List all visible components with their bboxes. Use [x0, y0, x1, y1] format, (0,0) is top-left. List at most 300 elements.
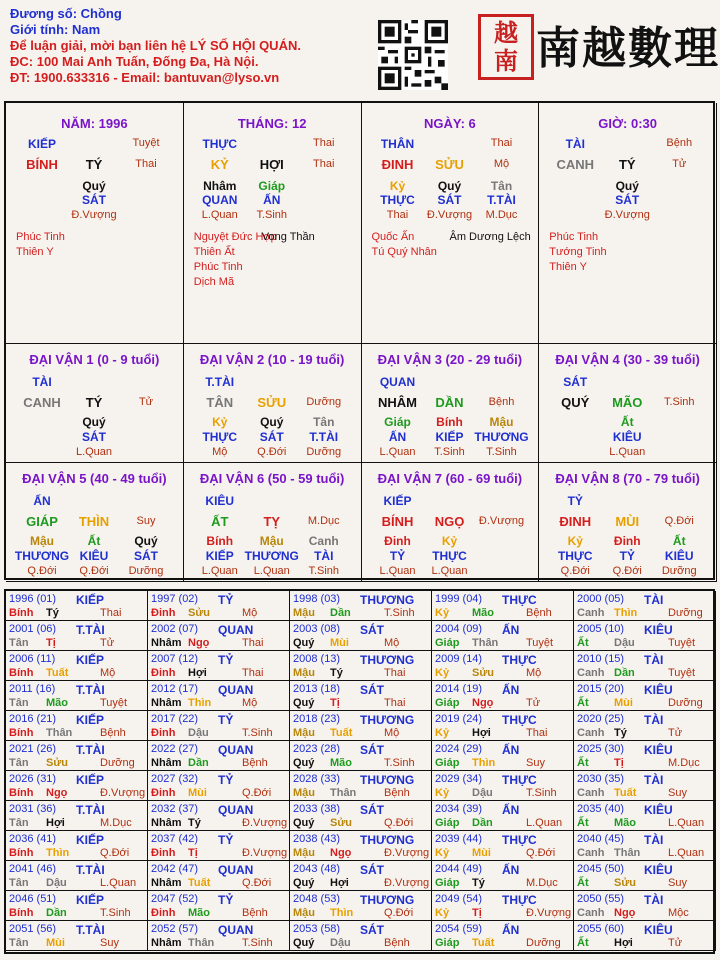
year-stem: Quý	[293, 937, 315, 949]
year-ten-god: KIẾP	[76, 713, 105, 727]
year-cell	[6, 831, 148, 861]
dai-van-hidden-stem: Bính	[436, 415, 463, 429]
year-cell	[6, 621, 148, 651]
dai-van-hidden-ten-god: TỶ	[389, 549, 406, 563]
year-stem: Giáp	[435, 697, 460, 709]
year-stem: Canh	[577, 727, 605, 739]
year-cell	[290, 621, 432, 651]
stage-label: Thai	[490, 137, 513, 149]
year-cell	[148, 921, 290, 951]
year-stage: T.Sinh	[384, 607, 415, 619]
year-stem: Tân	[9, 697, 29, 709]
year-cell	[6, 891, 148, 921]
year-stage: Thai	[242, 637, 264, 649]
year-cell	[574, 831, 716, 861]
earthly-branch: TÝ	[85, 157, 103, 172]
year-branch: Tuất	[188, 877, 211, 889]
year-ten-god: THỰC	[502, 653, 537, 667]
dai-van-ten-god: KIẾP	[383, 494, 412, 508]
year-label: 2052 (57)	[151, 923, 199, 935]
auspicious-star: Tú Quý Nhân	[371, 246, 437, 258]
year-stage: Bệnh	[526, 607, 552, 619]
year-stem: Ất	[577, 877, 589, 889]
year-stem: Kỷ	[435, 727, 450, 739]
year-ten-god: T.TÀI	[76, 923, 105, 937]
year-ten-god: ẤN	[502, 623, 520, 637]
year-stage: Đ.Vượng	[384, 877, 430, 889]
hidden-stem: Quý	[437, 179, 462, 193]
year-stage: Bệnh	[384, 937, 410, 949]
dai-van-stem: ĐINH	[559, 514, 592, 529]
dai-van-hidden-stem: Giáp	[384, 415, 411, 429]
auspicious-star: Phúc Tinh	[16, 231, 65, 243]
year-cell	[290, 891, 432, 921]
year-label: 2043 (48)	[293, 863, 341, 875]
dai-van-hidden-stage: Q.Đới	[27, 565, 57, 577]
year-stage: Thai	[384, 667, 406, 679]
dai-van-branch: NGỌ	[434, 514, 465, 529]
year-stage: Mộ	[384, 727, 400, 739]
year-cell	[432, 621, 574, 651]
year-ten-god: ẤN	[502, 743, 520, 757]
year-branch: Dậu	[188, 727, 209, 739]
year-label: 2012 (17)	[151, 683, 199, 695]
dai-van-hidden-stem: Đinh	[613, 534, 641, 548]
earthly-branch: SỬU	[435, 157, 464, 172]
dai-van-hidden-ten-god: TÀI	[314, 549, 334, 563]
year-stem: Giáp	[435, 877, 460, 889]
year-ten-god: THỰC	[502, 833, 537, 847]
hidden-ten-god: SÁT	[437, 193, 462, 207]
header-info	[10, 6, 301, 86]
year-stage: Dưỡng	[668, 607, 703, 619]
year-label: 2014 (19)	[435, 683, 483, 695]
year-branch: Thìn	[188, 697, 212, 709]
year-cell	[432, 681, 574, 711]
year-branch: Hợi	[188, 667, 207, 679]
year-label: 2053 (58)	[293, 923, 341, 935]
year-branch: Mão	[472, 607, 494, 619]
year-ten-god: SÁT	[360, 623, 384, 637]
year-label: 2055 (60)	[577, 923, 625, 935]
dai-van-cell	[6, 463, 184, 582]
year-stage: Đ.Vượng	[526, 907, 572, 919]
year-stage: T.Sinh	[384, 757, 415, 769]
year-label: 2033 (38)	[293, 803, 341, 815]
year-stem: Tân	[9, 637, 29, 649]
dai-van-hidden-stage: L.Quan	[253, 565, 290, 577]
year-branch: Tị	[188, 847, 198, 859]
year-branch: Ngọ	[472, 697, 494, 709]
auspicious-star: Thiên Y	[549, 261, 587, 273]
year-branch: Dậu	[46, 877, 67, 889]
year-ten-god: THƯƠNG	[360, 833, 415, 847]
dai-van-stem: TÂN	[206, 395, 234, 410]
year-cell	[148, 861, 290, 891]
hidden-stem: Kỷ	[389, 179, 406, 193]
year-ten-god: SÁT	[360, 803, 384, 817]
year-stem: Nhâm	[151, 937, 182, 949]
stage-label: Thai	[313, 137, 335, 149]
year-stage: Đ.Vượng	[242, 847, 288, 859]
year-stage: Thai	[384, 697, 406, 709]
phone-email-line: ĐT: 1900.633316 - Email: bantuvan@lyso.vn	[10, 70, 280, 85]
dai-van-hidden-ten-god: T.TÀI	[309, 430, 339, 444]
dai-van-ten-god: ẤN	[33, 494, 51, 508]
year-label: 2042 (47)	[151, 863, 199, 875]
year-label: 2013 (18)	[293, 683, 341, 695]
dai-van-stage: Bệnh	[488, 396, 515, 408]
year-ten-god: T.TÀI	[76, 743, 105, 757]
year-cell	[574, 861, 716, 891]
dai-van-hidden-ten-god: KIẾP	[205, 549, 234, 563]
year-stem: Ất	[577, 637, 589, 649]
pillar-cell	[539, 103, 717, 344]
year-stage: Tử	[100, 637, 115, 649]
year-branch: Tý	[46, 607, 59, 619]
year-stem: Bính	[9, 787, 34, 799]
year-ten-god: T.TÀI	[76, 683, 105, 697]
year-ten-god: ẤN	[502, 683, 520, 697]
year-cell	[432, 651, 574, 681]
year-label: 2036 (41)	[9, 833, 57, 845]
hidden-ten-god: QUAN	[202, 193, 238, 207]
year-branch: Thìn	[614, 607, 638, 619]
ten-god-label: TÀI	[565, 137, 585, 151]
year-stem: Kỷ	[435, 907, 450, 919]
year-cell	[290, 681, 432, 711]
year-branch: Mão	[46, 697, 68, 709]
auspicious-star: Thiên Ất	[193, 246, 235, 258]
year-branch: Hợi	[330, 877, 349, 889]
year-cell	[290, 801, 432, 831]
year-stem: Canh	[577, 847, 605, 859]
year-stem: Quý	[293, 757, 315, 769]
dai-van-hidden-ten-god: SÁT	[259, 430, 284, 444]
dai-van-hidden-ten-god: KIÊU	[612, 430, 642, 444]
year-stage: L.Quan	[668, 847, 705, 859]
year-stage: T.Sinh	[100, 907, 131, 919]
year-label: 2051 (56)	[9, 923, 57, 935]
stage-label: Bệnh	[666, 137, 693, 149]
year-stem: Bính	[9, 727, 34, 739]
year-label: 2015 (20)	[577, 683, 625, 695]
year-stem: Ất	[577, 817, 589, 829]
year-ten-god: KIẾP	[76, 653, 105, 667]
year-branch: Mão	[330, 757, 352, 769]
year-cell	[148, 591, 290, 621]
year-branch: Tị	[330, 697, 340, 709]
year-branch: Mùi	[188, 787, 207, 799]
year-stage: Suy	[100, 937, 119, 949]
dai-van-stem: GIÁP	[26, 514, 58, 529]
year-branch: Ngọ	[46, 787, 68, 799]
year-stage: Đ.Vượng	[384, 847, 430, 859]
year-stage: Tuyệt	[100, 697, 128, 709]
year-ten-god: KIÊU	[644, 923, 673, 937]
year-label: 2016 (21)	[9, 713, 57, 725]
year-ten-god: THỰC	[502, 713, 537, 727]
dai-van-stem: QUÝ	[561, 395, 590, 410]
dai-van-hidden-stage: Mộ	[212, 446, 228, 458]
gender-line: Giới tính: Nam	[10, 22, 101, 37]
year-stem: Giáp	[435, 937, 460, 949]
year-stage: Q.Đới	[100, 847, 130, 859]
dai-van-branch: THÌN	[78, 514, 110, 529]
year-stage: Suy	[668, 877, 687, 889]
dai-van-hidden-stem: Canh	[308, 534, 339, 548]
year-ten-god: KIÊU	[644, 863, 673, 877]
year-label: 2018 (23)	[293, 713, 341, 725]
year-ten-god: T.TÀI	[76, 623, 105, 637]
dai-van-cell	[184, 344, 362, 463]
year-stage: Tuyệt	[668, 667, 696, 679]
year-cell	[148, 681, 290, 711]
year-cell	[6, 921, 148, 951]
year-cell	[574, 801, 716, 831]
dai-van-hidden-stem: Kỷ	[567, 534, 583, 548]
dai-van-hidden-stage: L.Quan	[609, 446, 646, 458]
dai-van-stem: CANH	[23, 395, 61, 410]
year-ten-god: THỰC	[502, 893, 537, 907]
year-cell	[432, 831, 574, 861]
hidden-ten-god: SÁT	[615, 193, 640, 207]
ten-god-label: KIẾP	[27, 137, 56, 151]
year-label: 2022 (27)	[151, 743, 199, 755]
year-stage: Dưỡng	[526, 937, 561, 949]
year-stem: Bính	[9, 607, 34, 619]
dai-van-hidden-stem: Mậu	[489, 415, 514, 429]
dai-van-hidden-stem: Quý	[260, 415, 284, 429]
year-cell	[574, 741, 716, 771]
dai-van-hidden-ten-god: KIÊU	[79, 549, 109, 563]
year-stem: Kỷ	[435, 787, 450, 799]
year-ten-god: TỶ	[218, 593, 234, 607]
year-stage: Mộ	[100, 667, 116, 679]
year-branch: Tị	[472, 907, 482, 919]
dai-van-hidden-ten-god: SÁT	[82, 430, 106, 444]
year-stage: Tuyệt	[668, 637, 696, 649]
auspicious-star: Quốc Ấn	[371, 231, 415, 243]
year-label: 2011 (16)	[9, 683, 56, 695]
year-stem: Ất	[577, 937, 589, 949]
year-stage: Bệnh	[100, 727, 126, 739]
dai-van-hidden-stage: Q.Đới	[79, 565, 109, 577]
year-stage: Bệnh	[384, 787, 410, 799]
year-label: 2024 (29)	[435, 743, 483, 755]
year-stem: Quý	[293, 817, 315, 829]
year-stage: T.Sinh	[526, 787, 557, 799]
year-stage: Mộ	[384, 637, 400, 649]
year-stem: Đinh	[151, 607, 176, 619]
year-branch: Tuất	[614, 787, 637, 799]
year-label: 1999 (04)	[435, 593, 483, 605]
year-branch: Tuất	[472, 937, 495, 949]
year-branch: Thân	[188, 937, 215, 949]
year-label: 2038 (43)	[293, 833, 341, 845]
year-branch: Ngọ	[614, 907, 636, 919]
hidden-ten-god: ẤN	[263, 193, 281, 207]
inauspicious-star: Âm Dương Lệch	[449, 231, 531, 243]
bazi-chart-grid	[4, 101, 715, 580]
year-branch: Dần	[330, 607, 351, 619]
year-stem: Giáp	[435, 817, 460, 829]
year-cell	[574, 711, 716, 741]
heavenly-stem: KỶ	[210, 157, 229, 172]
year-stage: L.Quan	[668, 817, 705, 829]
year-stage: Mộ	[242, 697, 258, 709]
year-cell	[574, 681, 716, 711]
dai-van-stage: Tử	[138, 396, 154, 408]
year-stem: Mậu	[293, 847, 315, 859]
year-stem: Nhâm	[151, 877, 182, 889]
year-label: 2005 (10)	[577, 623, 625, 635]
year-ten-god: SÁT	[360, 863, 384, 877]
dai-van-hidden-stem: Quý	[134, 534, 158, 548]
year-ten-god: QUAN	[218, 863, 254, 877]
year-stage: Mộc	[668, 907, 689, 919]
year-cell	[148, 801, 290, 831]
year-stem: Đinh	[151, 847, 176, 859]
year-stem: Quý	[293, 697, 315, 709]
red-seal-stamp	[478, 14, 534, 80]
year-stem: Kỷ	[435, 847, 450, 859]
year-stem: Tân	[9, 757, 29, 769]
year-label: 2019 (24)	[435, 713, 483, 725]
year-branch: Tý	[188, 817, 201, 829]
year-label: 2031 (36)	[9, 803, 57, 815]
owner-line: Đương số: Chồng	[10, 6, 122, 21]
dai-van-title: ĐẠI VẬN 8 (70 - 79 tuổi)	[555, 471, 700, 486]
hidden-stage: Đ.Vượng	[604, 209, 650, 221]
year-branch: Thìn	[472, 757, 496, 769]
year-ten-god: KIẾP	[76, 773, 105, 787]
dai-van-hidden-stage: L.Quan	[379, 446, 416, 458]
year-stem: Mậu	[293, 787, 315, 799]
year-ten-god: QUAN	[218, 743, 254, 757]
dai-van-hidden-stem: Mậu	[30, 534, 54, 548]
dai-van-hidden-stem: Kỷ	[441, 534, 458, 548]
year-cell	[6, 771, 148, 801]
year-stage: M.Dục	[668, 757, 700, 769]
year-label: 2049 (54)	[435, 893, 483, 905]
year-cell	[290, 771, 432, 801]
dai-van-cell	[362, 344, 540, 463]
dai-van-ten-god: KIÊU	[205, 494, 235, 508]
dai-van-cell	[184, 463, 362, 582]
dai-van-title: ĐẠI VẬN 7 (60 - 69 tuổi)	[377, 471, 523, 486]
dai-van-hidden-ten-god: ẤN	[388, 430, 407, 444]
year-stage: Tử	[668, 727, 683, 739]
year-cell	[432, 921, 574, 951]
year-ten-god: KIẾP	[76, 833, 105, 847]
year-label: 2034 (39)	[435, 803, 483, 815]
hidden-stage: Thai	[386, 209, 409, 221]
dai-van-hidden-ten-god: THỰC	[557, 549, 593, 563]
year-cell	[574, 591, 716, 621]
year-cell	[6, 651, 148, 681]
year-branch: Thân	[46, 727, 73, 739]
year-label: 2006 (11)	[9, 653, 56, 665]
year-cell	[432, 591, 574, 621]
auspicious-star: Nguyệt Đức Hợp	[193, 231, 277, 243]
year-cell	[290, 591, 432, 621]
seal-char-2: 南	[494, 46, 518, 75]
year-cell	[574, 771, 716, 801]
year-branch: Sửu	[46, 757, 69, 769]
year-label: 2050 (55)	[577, 893, 625, 905]
year-stage: Đ.Vượng	[100, 787, 146, 799]
year-branch: Tị	[614, 757, 624, 769]
dai-van-stage: Suy	[136, 515, 156, 527]
year-label: 2020 (25)	[577, 713, 625, 725]
dai-van-cell	[6, 344, 184, 463]
year-ten-god: SÁT	[360, 923, 384, 937]
inauspicious-star: Vong Thần	[261, 231, 315, 243]
year-cell	[432, 741, 574, 771]
hidden-stem: Tân	[490, 179, 513, 193]
year-stage: Dưỡng	[668, 697, 703, 709]
year-ten-god: TỶ	[218, 773, 234, 787]
year-label: 2026 (31)	[9, 773, 57, 785]
year-cell	[290, 861, 432, 891]
year-ten-god: T.TÀI	[76, 863, 105, 877]
year-stem: Quý	[293, 637, 315, 649]
dai-van-hidden-stage: Dưỡng	[306, 446, 342, 458]
year-label: 2004 (09)	[435, 623, 483, 635]
pillar-cell	[184, 103, 362, 344]
auspicious-star: Thiên Y	[16, 246, 54, 258]
year-ten-god: KIÊU	[644, 683, 673, 697]
year-branch: Ngọ	[330, 847, 352, 859]
dai-van-ten-god: TÀI	[32, 375, 52, 389]
year-ten-god: ẤN	[502, 863, 520, 877]
year-label: 2039 (44)	[435, 833, 483, 845]
hidden-stage: Đ.Vượng	[71, 209, 117, 221]
year-label: 2008 (13)	[293, 653, 341, 665]
year-ten-god: THỰC	[502, 773, 537, 787]
year-branch: Thìn	[330, 907, 354, 919]
hidden-stage: L.Quan	[201, 209, 238, 221]
earthly-branch: HỢI	[259, 157, 284, 172]
year-stem: Kỷ	[435, 607, 450, 619]
year-stem: Đinh	[151, 727, 176, 739]
seal-char-1: 越	[494, 18, 518, 47]
year-cell	[6, 681, 148, 711]
year-label: 2037 (42)	[151, 833, 199, 845]
year-stem: Ất	[577, 697, 589, 709]
year-ten-god: KIÊU	[644, 803, 673, 817]
dai-van-hidden-stage: L.Quan	[379, 565, 416, 577]
year-ten-god: THƯƠNG	[360, 713, 415, 727]
year-label: 2035 (40)	[577, 803, 625, 815]
year-stage: Thai	[242, 667, 264, 679]
year-ten-god: TỶ	[218, 653, 234, 667]
dai-van-cell	[539, 344, 717, 463]
year-stem: Tân	[9, 877, 29, 889]
branch-stage: Thai	[313, 158, 335, 170]
year-branch: Sửu	[472, 667, 495, 679]
year-stage: M.Dục	[100, 817, 132, 829]
qr-code-icon[interactable]	[378, 20, 448, 90]
brand-logo: 南越數理	[536, 23, 720, 74]
dai-van-hidden-stage: T.Sinh	[308, 565, 340, 577]
year-label: 2041 (46)	[9, 863, 57, 875]
pillar-cell	[362, 103, 540, 344]
year-label: 1996 (01)	[9, 593, 57, 605]
hidden-stage: Đ.Vượng	[426, 209, 473, 221]
year-ten-god: QUAN	[218, 803, 254, 817]
